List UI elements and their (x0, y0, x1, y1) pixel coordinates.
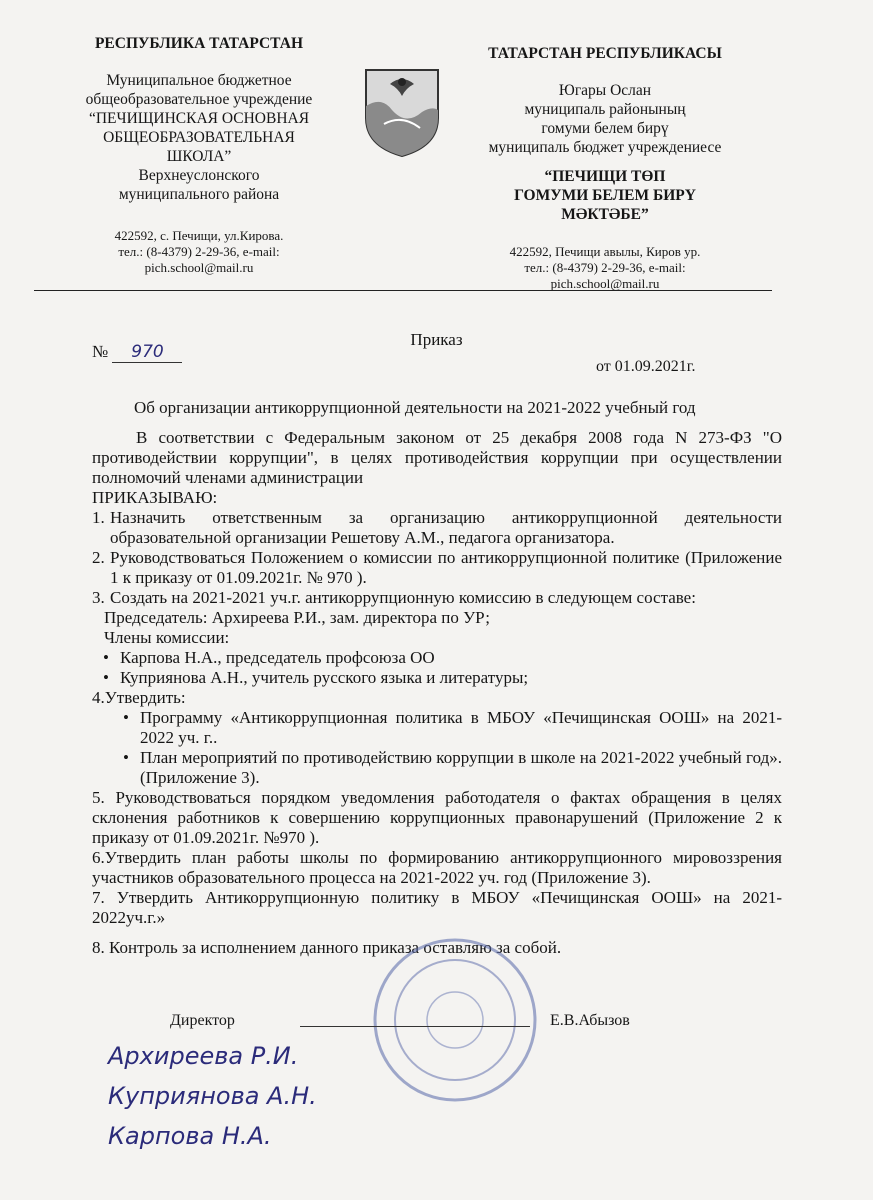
handwritten-acknowledgements (108, 1036, 317, 1156)
order-date: от 01.09.2021г. (596, 358, 696, 375)
header-divider (34, 290, 772, 291)
handwritten-name: Архиреева Р.И. (108, 1042, 299, 1070)
item-5: 5. Руководствоваться порядком уведомления работодателя о фактах обращения в целях склонения работников к совершению коррупционных правонарушений (Приложение 2 к приказу от 01.09.2021г. №970 ). (92, 788, 782, 847)
order-body (92, 428, 782, 958)
header-right (470, 44, 740, 292)
header-left (40, 34, 358, 276)
republic-ru: РЕСПУБЛИКА ТАТАРСТАН (94, 35, 304, 52)
handwritten-number: 970 (112, 342, 182, 363)
order-word: ПРИКАЗЫВАЮ: (92, 488, 218, 507)
order-subject: Об организации антикоррупционной деятельности на 2021-2022 учебный год (134, 398, 696, 417)
address-ru: 422592, с. Печищи, ул.Кирова. (114, 228, 284, 243)
item-6: 6.Утвердить план работы школы по формированию антикоррупционного мировоззрения участников образовательного процесса на 2021-2022 уч. год (Приложение 3). (92, 848, 782, 887)
item-8: 8. Контроль за исполнением данного приказа оставляю за собой. (92, 938, 562, 957)
item-7: 7. Утвердить Антикоррупционную политику в МБОУ «Печищинская ООШ» на 2021-2022уч.г.» (92, 888, 782, 927)
address-tt: 422592, Печищи авылы, Киров ур. (509, 244, 701, 259)
handwritten-name: Карпова Н.А. (108, 1122, 272, 1150)
republic-tt: ТАТАРСТАН РЕСПУБЛИКАСЫ (488, 45, 722, 62)
signature-line (300, 1026, 530, 1027)
school-stamp-icon (370, 935, 540, 1105)
list-item: 1. Назначить ответственным за организацию антикоррупционной деятельности образовательной организации Решетову А.М., педагога организатора. (92, 508, 782, 547)
org-name-ru: Муниципальное бюджетное общеобразовательное учреждение “ПЕЧИЩИНСКАЯ ОСНОВНАЯ ОБЩЕОБРАЗОВАТЕЛЬНАЯ ШКОЛА” Верхнеуслонского муниципального района (85, 72, 313, 203)
email-tt: pich.school@mail.ru (550, 276, 660, 291)
signature-role: Директор (170, 1012, 235, 1029)
coat-of-arms-icon (362, 66, 442, 158)
page-title: Приказ (410, 330, 463, 349)
signature-name: Е.В.Абызов (550, 1012, 630, 1029)
phone-tt: тел.: (8-4379) 2-29-36, e-mail: (524, 260, 686, 275)
preamble: В соответствии с Федеральным законом от 25 декабря 2008 года N 273-ФЗ "О противодействии коррупции", в целях противодействия коррупции при осуществлении полномочий членами администрации (92, 428, 782, 487)
list-item: • Программу «Антикоррупционная политика в МБОУ «Печищинская ООШ» на 2021-2022 уч. г.. (123, 708, 782, 747)
phone-ru: тел.: (8-4379) 2-29-36, e-mail: (118, 244, 280, 259)
item-4: 4.Утвердить: (92, 688, 186, 707)
list-item: 2. Руководствоваться Положением о комиссии по антикоррупционной политике (Приложение 1 к приказу от 01.09.2021г. № 970 ). (92, 548, 782, 587)
email-ru: pich.school@mail.ru (144, 260, 254, 275)
order-number: № 970 (92, 342, 182, 363)
list-item: • План мероприятий по противодействию коррупции в школе на 2021-2022 учебный год». (Приложение 3). (123, 748, 782, 787)
members-label: Члены комиссии: (104, 628, 230, 647)
handwritten-name: Куприянова А.Н. (108, 1082, 317, 1110)
list-item: 3. Создать на 2021-2021 уч.г. антикоррупционную комиссию в следующем составе: (92, 588, 696, 607)
org-name-tt: Югары Ослан муниципаль районының гомуми белем бирү муниципаль бюджет учреждениесе “ПЕЧИЩИ ТӨП ГОМУМИ БЕЛЕМ БИРҮ МӘКТӘБЕ” (488, 82, 722, 223)
commission-chair: Председатель: Архиреева Р.И., зам. директора по УР; (104, 608, 490, 627)
list-item: • Карпова Н.А., председатель профсоюза ОО (103, 648, 435, 667)
list-item: • Куприянова А.Н., учитель русского языка и литературы; (103, 668, 529, 687)
